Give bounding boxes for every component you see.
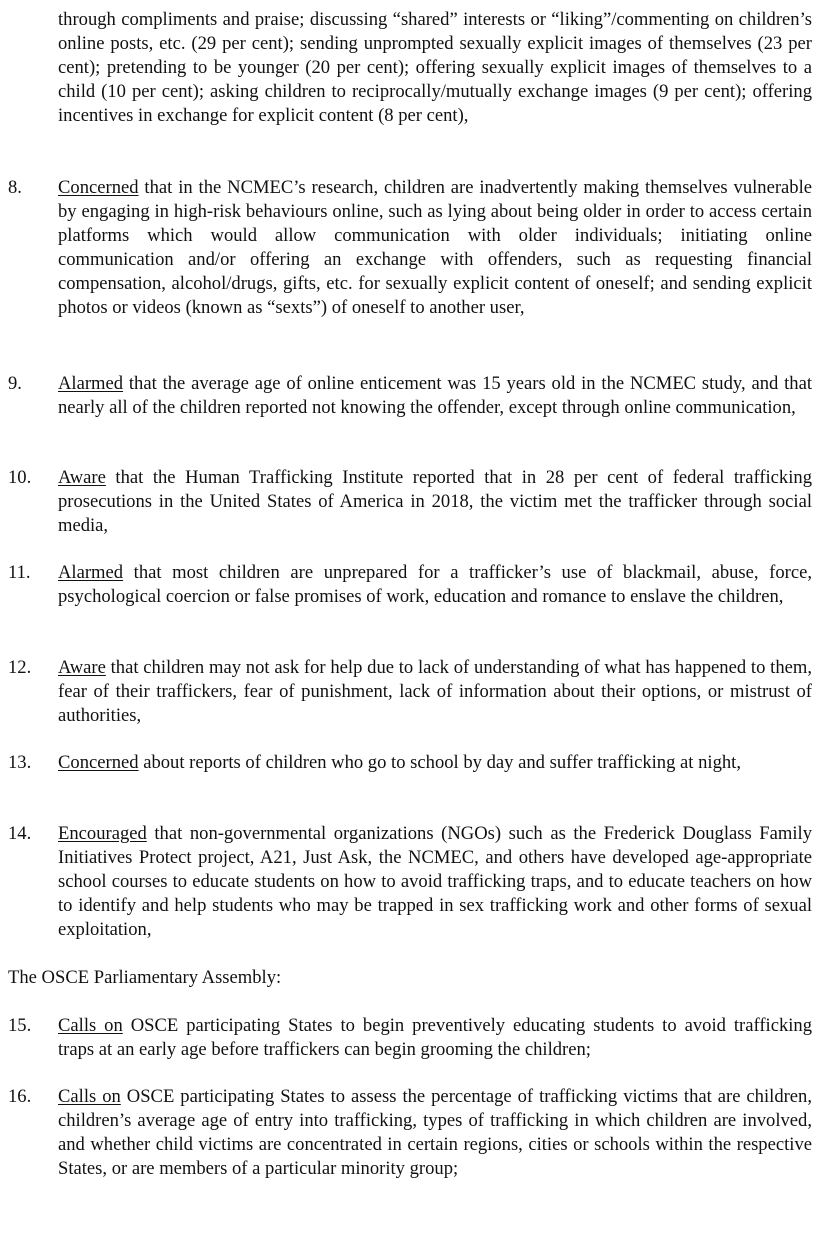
paragraph-body [58, 1014, 812, 1062]
paragraph-keyword: Encouraged [58, 823, 147, 844]
paragraph-14 [8, 822, 812, 942]
paragraph-number: 8. [8, 177, 22, 198]
paragraph-body [58, 176, 812, 320]
paragraph-keyword: Concerned [58, 752, 139, 773]
paragraph-number: 14. [8, 823, 32, 844]
continued-paragraph: through compliments and praise; discussing “shared” interests or “liking”/commenting on children’s online posts, etc. (29 per cent); sending unprompted sexually explicit images of themselves (23 per cent); pretending to be younger (20 per cent); offering sexually explicit images of themselves to a child (10 per cent); asking children to reciprocally/mutually exchange images (9 per cent); offering incentives in exchange for explicit content (8 per cent), [58, 9, 812, 126]
paragraph-9 [8, 372, 812, 420]
paragraph-body [58, 466, 812, 538]
paragraph-number: 11. [8, 562, 31, 583]
paragraph-keyword: Calls on [58, 1086, 121, 1107]
paragraph-text: OSCE participating States to assess the percentage of trafficking victims that are children, children’s average age of entry into trafficking, types of trafficking in which children are involved, and whether child victims are concentrated in certain regions, cities or schools within the respective States, or are members of a particular minority group; [58, 1086, 813, 1179]
paragraph-13 [8, 751, 812, 775]
paragraph-12 [8, 656, 812, 728]
paragraph-keyword: Calls on [58, 1015, 123, 1036]
paragraph-keyword: Aware [58, 467, 106, 488]
paragraph-body [58, 561, 812, 609]
paragraph-16 [8, 1085, 812, 1181]
paragraph-number: 9. [8, 373, 22, 394]
paragraph-number: 12. [8, 657, 32, 678]
paragraph-text: that the Human Trafficking Institute reported that in 28 per cent of federal trafficking prosecutions in the United States of America in 2018, the victim met the trafficker through social media, [58, 467, 812, 536]
paragraph-number: 13. [8, 752, 32, 773]
paragraph-text: that in the NCMEC’s research, children are inadvertently making themselves vulnerable by engaging in high-risk behaviours online, such as lying about being older in order to access certain platforms which would allow communication with older individuals; initiating online communication and/or offering an exchange with offenders, such as requesting financial compensation, alcohol/drugs, gifts, etc. for sexually explicit content of oneself; and sending explicit photos or videos (known as “sexts”) of oneself to another user, [58, 177, 812, 318]
paragraph-11 [8, 561, 812, 609]
paragraph-keyword: Concerned [58, 177, 139, 198]
paragraph-text: that non-governmental organizations (NGOs) such as the Frederick Douglass Family Initiatives Protect project, A21, Just Ask, the NCMEC, and others have developed age-appropriate school courses to educate students on how to avoid trafficking traps, and to educate teachers on how to identify and help students who may be trapped in sex trafficking work and other forms of sexual exploitation, [58, 823, 812, 940]
paragraph-body [58, 751, 812, 775]
paragraph-body [58, 656, 812, 728]
paragraph-8 [8, 176, 812, 320]
paragraph-number: 10. [8, 467, 32, 488]
paragraph-text: that children may not ask for help due to lack of understanding of what has happened to them, fear of their traffickers, fear of punishment, lack of information about their options, or mistrust of authorities, [58, 657, 812, 726]
paragraph-text: that the average age of online enticement was 15 years old in the NCMEC study, and that nearly all of the children reported not knowing the offender, except through online communication, [58, 373, 812, 418]
paragraph-keyword: Alarmed [58, 562, 124, 583]
paragraph-text: that most children are unprepared for a trafficker’s use of blackmail, abuse, force, psychological coercion or false promises of work, education and romance to enslave the children, [58, 562, 812, 607]
paragraph-number: 15. [8, 1015, 32, 1036]
paragraph-keyword: Aware [58, 657, 106, 678]
paragraph-body [58, 372, 812, 420]
paragraph-number: 16. [8, 1086, 32, 1107]
paragraph-body [58, 1085, 812, 1181]
paragraph-text: OSCE participating States to begin preventively educating students to avoid trafficking traps at an early age before traffickers can begin grooming the children; [58, 1015, 812, 1060]
paragraph-body [58, 822, 812, 942]
assembly-heading: The OSCE Parliamentary Assembly: [8, 967, 282, 988]
paragraph-text: about reports of children who go to school by day and suffer trafficking at night, [138, 752, 741, 773]
paragraph-15 [8, 1014, 812, 1062]
paragraph-10 [8, 466, 812, 538]
paragraph-keyword: Alarmed [58, 373, 124, 394]
